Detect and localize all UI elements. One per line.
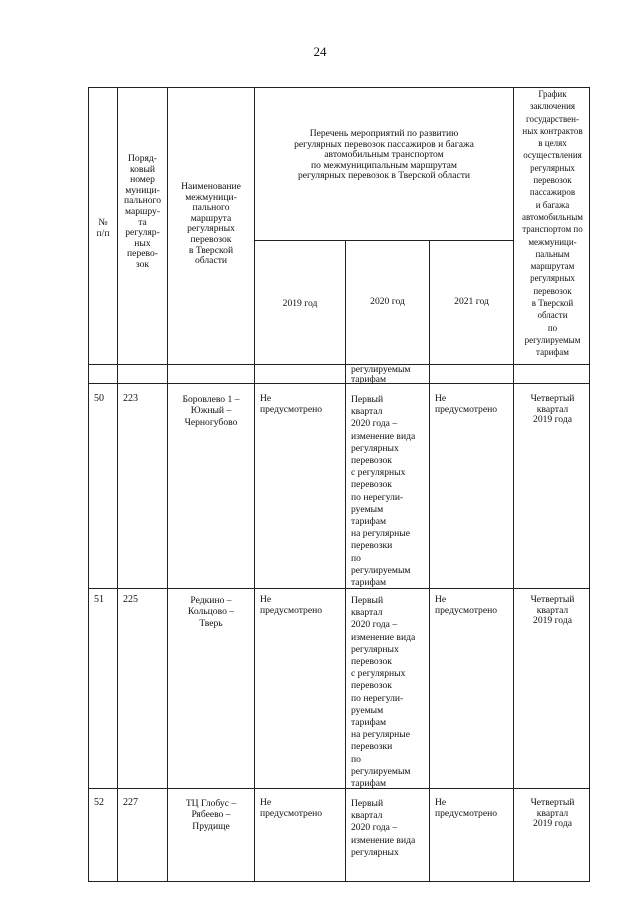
header-route-name: Наименование межмуници- пального маршрута регулярных перевозок в Тверской области: [181, 181, 241, 267]
measure-2019: Не предусмотрено: [260, 797, 323, 819]
route-number: 225: [123, 594, 138, 605]
measure-2021: Не предусмотрено: [435, 594, 498, 616]
row-divider: [89, 383, 590, 384]
route-number: 223: [123, 393, 138, 404]
col-divider: [429, 240, 430, 882]
route-name: Редкино – Кольцово – Тверь: [187, 595, 235, 629]
carryover-text: регулируемым тарифам: [351, 364, 411, 385]
measure-2020: Первый квартал 2020 года – изменение вида регулярных перевозок с регулярных перевозок по нерегули- руемым тарифам на регулярные перевозки по регулируемым тарифам: [351, 595, 416, 790]
header-measures: Перечень мероприятий по развитию регулярных перевозок пассажиров и багажа автомобильным транспортом по межмуниципальным маршрутам регулярных перевозок в Тверской области: [294, 128, 474, 182]
schedule-date: Четвертый квартал 2019 года: [530, 594, 575, 627]
row-divider: [254, 240, 513, 241]
measure-2020: Первый квартал 2020 года – изменение вида регулярных: [351, 798, 416, 858]
measure-2019: Не предусмотрено: [260, 393, 323, 415]
route-number: 227: [123, 797, 138, 808]
measure-2019: Не предусмотрено: [260, 594, 323, 616]
header-number: № п/п: [96, 217, 110, 239]
measure-2021: Не предусмотрено: [435, 393, 498, 415]
header-schedule: График заключения государствен- ных контрактов в целях осуществления регулярных перевозок пассажиров и багажа автомобильным транспортом по межмуници- пальным маршрутам регулярных перевозок в Тверской области по регулируемым тарифам: [522, 89, 583, 358]
page-number: 24: [313, 44, 327, 59]
route-name: Боровлево 1 – Южный – Черногубово: [182, 394, 240, 428]
col-divider: [254, 88, 255, 882]
schedule-date: Четвертый квартал 2019 года: [530, 797, 575, 830]
row-divider: [89, 588, 590, 589]
header-route-number: Поряд- ковый номер муници- пального маршру- та регуляр- ных перево- зок: [123, 153, 162, 270]
row-number: 52: [94, 797, 104, 808]
header-year-2020: 2020 год: [370, 296, 405, 307]
row-divider: [89, 788, 590, 789]
row-divider: [89, 364, 590, 365]
header-year-2021: 2021 год: [454, 296, 489, 307]
row-number: 50: [94, 393, 104, 404]
schedule-date: Четвертый квартал 2019 года: [530, 393, 575, 426]
route-name: ТЦ Глобус – Рябеево – Прудище: [185, 798, 237, 832]
row-number: 51: [94, 594, 104, 605]
header-year-2019: 2019 год: [282, 298, 318, 309]
routes-table: [88, 87, 590, 882]
measure-2020: Первый квартал 2020 года – изменение вида регулярных перевозок с регулярных перевозок по нерегули- руемым тарифам на регулярные перевозки по регулируемым тарифам: [351, 394, 416, 589]
measure-2021: Не предусмотрено: [435, 797, 498, 819]
col-divider: [345, 240, 346, 882]
